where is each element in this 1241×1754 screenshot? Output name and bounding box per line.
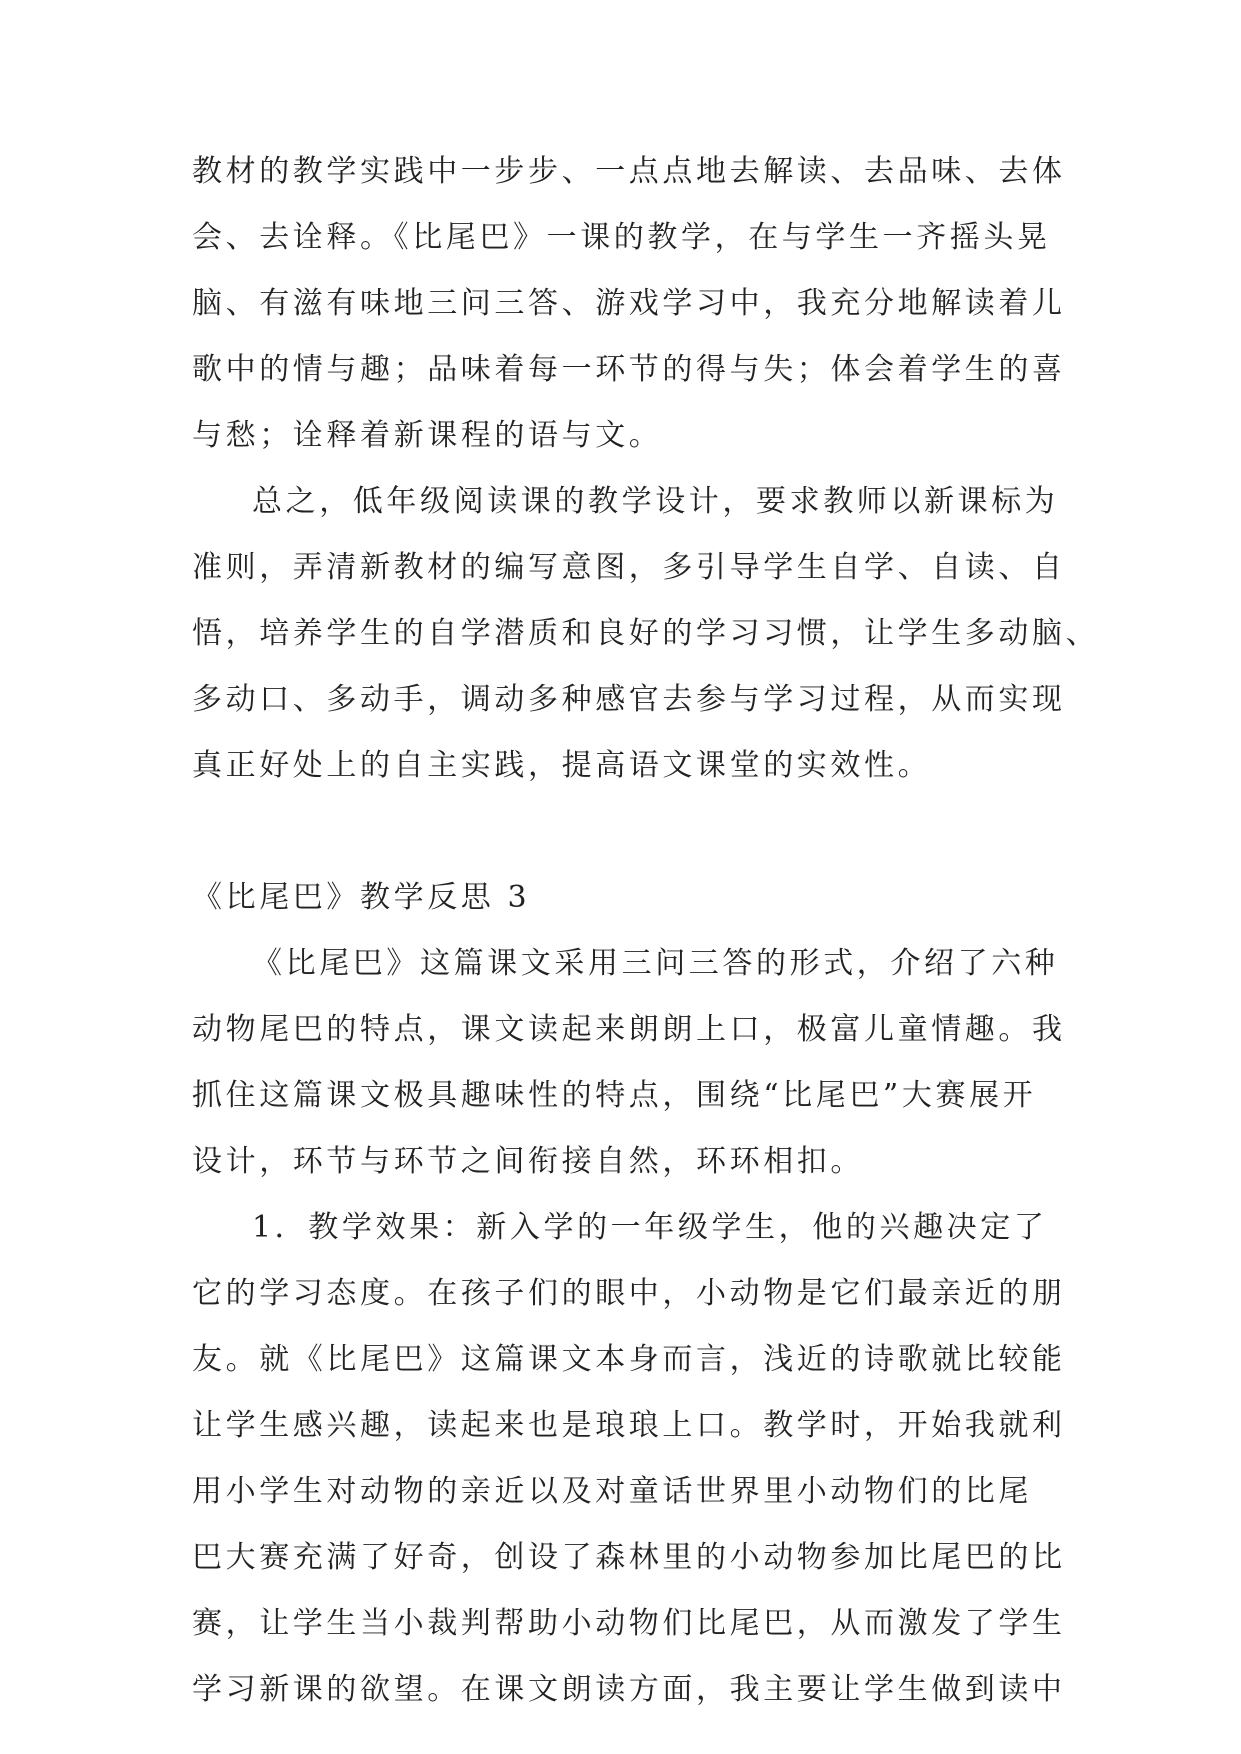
- paragraph-1-line-4: 歌中的情与趣；品味着每一环节的得与失；体会着学生的喜: [192, 352, 1066, 387]
- paragraph-4-line-3: 友。就《比尾巴》这篇课文本身而言，浅近的诗歌就比较能: [192, 1342, 1066, 1377]
- paragraph-3-line-1: 《比尾巴》这篇课文采用三问三答的形式，介绍了六种: [252, 946, 1059, 981]
- paragraph-1-line-2: 会、去诠释。《比尾巴》一课的教学，在与学生一齐摇头晃: [192, 220, 1051, 255]
- paragraph-4-line-6: 巴大赛充满了好奇，创设了森林里的小动物参加比尾巴的比: [192, 1540, 1066, 1575]
- paragraph-4-line-1: 1．教学效果：新入学的一年级学生，他的兴趣决定了: [252, 1210, 1048, 1245]
- paragraph-4-line-4: 让学生感兴趣，读起来也是琅琅上口。教学时，开始我就利: [192, 1408, 1066, 1443]
- paragraph-2-line-4: 多动口、多动手，调动多种感官去参与学习过程，从而实现: [192, 682, 1066, 717]
- paragraph-1-line-5: 与愁；诠释着新课程的语与文。: [192, 418, 663, 453]
- paragraph-2-line-3: 悟，培养学生的自学潜质和良好的学习习惯，让学生多动脑、: [192, 616, 1100, 651]
- section-title: 《比尾巴》教学反思 3: [192, 880, 531, 915]
- paragraph-3-line-4: 设计，环节与环节之间衔接自然，环环相扣。: [192, 1144, 864, 1179]
- paragraph-2-line-5: 真正好处上的自主实践，提高语文课堂的实效性。: [192, 748, 932, 783]
- paragraph-3-line-2: 动物尾巴的特点，课文读起来朗朗上口，极富儿童情趣。我: [192, 1012, 1066, 1047]
- paragraph-2-line-1: 总之，低年级阅读课的教学设计，要求教师以新课标为: [252, 484, 1059, 519]
- paragraph-1-line-3: 脑、有滋有味地三问三答、游戏学习中，我充分地解读着儿: [192, 286, 1066, 321]
- paragraph-2-line-2: 准则，弄清新教材的编写意图，多引导学生自学、自读、自: [192, 550, 1066, 585]
- paragraph-3-line-3: 抓住这篇课文极具趣味性的特点，围绕“比尾巴”大赛展开: [192, 1078, 1037, 1113]
- paragraph-4-line-7: 赛，让学生当小裁判帮助小动物们比尾巴，从而激发了学生: [192, 1606, 1066, 1641]
- paragraph-4-line-2: 它的学习态度。在孩子们的眼中，小动物是它们最亲近的朋: [192, 1276, 1066, 1311]
- paragraph-1-line-1: 教材的教学实践中一步步、一点点地去解读、去品味、去体: [192, 154, 1066, 189]
- paragraph-4-line-8: 学习新课的欲望。在课文朗读方面，我主要让学生做到读中: [192, 1672, 1066, 1707]
- paragraph-4-line-5: 用小学生对动物的亲近以及对童话世界里小动物们的比尾: [192, 1474, 1032, 1509]
